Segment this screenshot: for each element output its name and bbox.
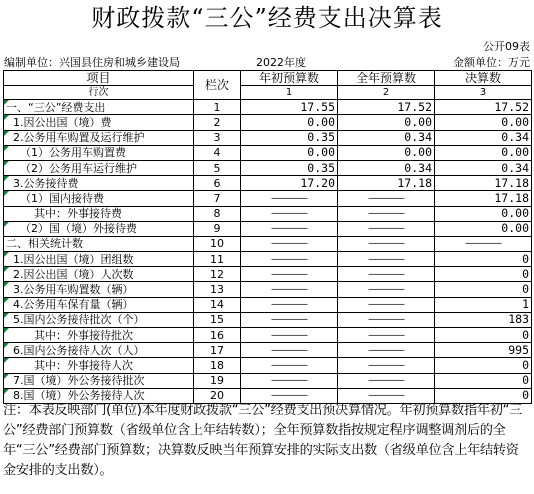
row-item-label bbox=[4, 115, 194, 130]
cell-marker-icon bbox=[4, 100, 9, 105]
row-final-account-value bbox=[435, 115, 532, 130]
row-final-account-value-text: 0.00 bbox=[501, 221, 529, 236]
row-annual-budget-value-text: ———— bbox=[368, 223, 404, 235]
table-row bbox=[4, 312, 532, 327]
row-annual-budget-value-text: ———— bbox=[368, 314, 404, 326]
row-initial-budget-value-text: ———— bbox=[271, 238, 307, 250]
row-seq-number-text: 17 bbox=[210, 343, 224, 357]
row-final-account-value bbox=[435, 130, 532, 145]
row-item-label bbox=[4, 130, 194, 145]
row-seq-number-text: 14 bbox=[210, 298, 224, 312]
row-initial-budget-value bbox=[241, 297, 338, 312]
row-initial-budget-value bbox=[241, 160, 338, 175]
row-annual-budget-value bbox=[338, 282, 435, 297]
row-final-account-value-text: 0 bbox=[522, 357, 529, 372]
expense-table bbox=[3, 70, 532, 404]
row-annual-budget-value-text: ———— bbox=[368, 329, 404, 341]
row-seq-number bbox=[194, 236, 241, 251]
row-final-account-value-text: 0 bbox=[522, 373, 529, 388]
row-final-account-value bbox=[435, 221, 532, 236]
row-annual-budget-value bbox=[338, 358, 435, 373]
fiscal-year: 2022年度 bbox=[256, 56, 306, 69]
row-initial-budget-value-text: ———— bbox=[271, 253, 307, 265]
row-annual-budget-value bbox=[338, 312, 435, 327]
row-seq-number-text: 19 bbox=[210, 374, 224, 388]
cell-marker-icon bbox=[4, 343, 9, 348]
row-final-account-value bbox=[435, 160, 532, 175]
row-annual-budget-value-text: 0.34 bbox=[404, 130, 432, 145]
row-annual-budget-value-text: ———— bbox=[368, 359, 404, 371]
table-row bbox=[4, 145, 532, 160]
row-final-account-value-text: 0.00 bbox=[501, 206, 529, 221]
row-seq-number bbox=[194, 100, 241, 115]
row-final-account-value-text: 1 bbox=[522, 297, 529, 312]
cell-marker-icon bbox=[4, 161, 9, 166]
row-final-account-value-text: 183 bbox=[508, 312, 529, 327]
row-initial-budget-value bbox=[241, 130, 338, 145]
cell-marker-icon bbox=[4, 389, 9, 394]
row-annual-budget-value bbox=[338, 145, 435, 160]
row-initial-budget-value bbox=[241, 145, 338, 160]
row-final-account-value bbox=[435, 252, 532, 267]
row-item-label bbox=[4, 358, 194, 373]
table-row bbox=[4, 100, 532, 115]
cell-marker-icon bbox=[4, 328, 9, 333]
footnote: 注：本表反映部门(单位)本年度财政拨款“三公”经费支出预决算情况。年初预算数指年初“三公”经费部门预算数（省级单位含上年结转数）；全年预算数指按规定程序调整调剂后的全年“三公”经费部门预算数；决算数反映当年预算安排的实际支出数（省级单位含上年结转资金安排的支出数）。 bbox=[3, 403, 523, 478]
row-seq-number-text: 3 bbox=[213, 131, 221, 145]
row-item-label bbox=[4, 221, 194, 236]
row-seq-number bbox=[194, 160, 241, 175]
row-annual-budget-value-text: ———— bbox=[368, 192, 404, 204]
row-seq-number-text: 5 bbox=[213, 161, 221, 175]
row-annual-budget-value bbox=[338, 176, 435, 191]
row-final-account-value-text: 0 bbox=[522, 266, 529, 281]
row-seq-number bbox=[194, 312, 241, 327]
row-seq-number bbox=[194, 267, 241, 282]
row-initial-budget-value-text: ———— bbox=[271, 329, 307, 341]
row-annual-budget-value bbox=[338, 252, 435, 267]
row-initial-budget-value bbox=[241, 373, 338, 388]
row-item-label-text: 2.公务用车购置及运行维护 bbox=[6, 131, 145, 145]
header-seq: 栏次 bbox=[194, 71, 241, 100]
form-code: 公开09表 bbox=[483, 40, 530, 53]
row-annual-budget-value bbox=[338, 267, 435, 282]
row-initial-budget-value-text: ———— bbox=[271, 192, 307, 204]
cell-marker-icon bbox=[4, 146, 9, 151]
row-annual-budget-value bbox=[338, 130, 435, 145]
row-item-label bbox=[4, 236, 194, 251]
row-final-account-value-text: 0.00 bbox=[501, 145, 529, 160]
row-seq-number-text: 15 bbox=[210, 313, 224, 327]
row-seq-number bbox=[194, 115, 241, 130]
row-annual-budget-value bbox=[338, 100, 435, 115]
table-row bbox=[4, 221, 532, 236]
row-annual-budget-value-text: ———— bbox=[368, 390, 404, 402]
row-initial-budget-value-text: 17.55 bbox=[300, 99, 335, 114]
row-final-account-value-text: 17.18 bbox=[494, 175, 529, 190]
row-item-label-text: 8.国（境）外公务接待人次 bbox=[6, 389, 145, 403]
row-final-account-value-text: 0.34 bbox=[501, 130, 529, 145]
row-initial-budget-value-text: ———— bbox=[271, 344, 307, 356]
row-annual-budget-value bbox=[338, 297, 435, 312]
row-final-account-value-text: 0.00 bbox=[501, 114, 529, 129]
row-item-label bbox=[4, 282, 194, 297]
row-final-account-value bbox=[435, 191, 532, 206]
row-initial-budget-value-text: ———— bbox=[271, 208, 307, 220]
row-initial-budget-value-text: ———— bbox=[271, 359, 307, 371]
table-row bbox=[4, 373, 532, 388]
row-seq-number-text: 7 bbox=[213, 191, 221, 205]
row-seq-number-text: 9 bbox=[213, 222, 221, 236]
row-annual-budget-value-text: ———— bbox=[368, 344, 404, 356]
header-row-label: 行次 bbox=[4, 86, 194, 100]
table-row bbox=[4, 282, 532, 297]
row-initial-budget-value-text: ———— bbox=[271, 314, 307, 326]
cell-marker-icon bbox=[4, 115, 9, 120]
row-seq-number bbox=[194, 282, 241, 297]
row-annual-budget-value-text: ———— bbox=[368, 208, 404, 220]
row-final-account-value-text: 17.18 bbox=[494, 190, 529, 205]
row-item-label bbox=[4, 176, 194, 191]
row-annual-budget-value bbox=[338, 191, 435, 206]
row-annual-budget-value bbox=[338, 328, 435, 343]
row-seq-number bbox=[194, 358, 241, 373]
table-row bbox=[4, 252, 532, 267]
row-seq-number bbox=[194, 297, 241, 312]
row-annual-budget-value bbox=[338, 206, 435, 221]
row-item-label bbox=[4, 312, 194, 327]
row-seq-number-text: 12 bbox=[210, 267, 224, 281]
cell-marker-icon bbox=[4, 374, 9, 379]
row-initial-budget-value bbox=[241, 236, 338, 251]
row-item-label-text: 6.国内公务接待人次（人） bbox=[6, 343, 145, 357]
row-item-label-text: （2）国（境）外接待费 bbox=[6, 222, 137, 236]
page-title: 财政拨款“三公”经费支出决算表 bbox=[91, 4, 443, 32]
row-initial-budget-value bbox=[241, 267, 338, 282]
row-annual-budget-value-text: ———— bbox=[368, 375, 404, 387]
row-item-label-text: 1.因公出国（境）团组数 bbox=[6, 252, 134, 266]
table-row bbox=[4, 297, 532, 312]
row-initial-budget-value bbox=[241, 343, 338, 358]
row-item-label bbox=[4, 206, 194, 221]
row-seq-number-text: 1 bbox=[213, 100, 221, 114]
row-final-account-value-text: 0 bbox=[522, 388, 529, 403]
row-item-label bbox=[4, 160, 194, 175]
row-annual-budget-value bbox=[338, 115, 435, 130]
table-row bbox=[4, 236, 532, 251]
row-initial-budget-value bbox=[241, 115, 338, 130]
row-final-account-value-text: ———— bbox=[465, 238, 501, 250]
row-initial-budget-value-text: 0.35 bbox=[307, 160, 335, 175]
cell-marker-icon bbox=[4, 358, 9, 363]
row-final-account-value-text: 0 bbox=[522, 282, 529, 297]
row-final-account-value-text: 17.52 bbox=[494, 99, 529, 114]
row-final-account-value bbox=[435, 176, 532, 191]
row-final-account-value bbox=[435, 343, 532, 358]
compiling-unit: 编制单位：兴国县住房和城乡建设局 bbox=[4, 56, 180, 69]
row-annual-budget-value bbox=[338, 373, 435, 388]
row-item-label-text: 3.公务用车购置数（辆） bbox=[6, 283, 134, 297]
table-row bbox=[4, 206, 532, 221]
row-item-label-text: 4.公务用车保有量（辆） bbox=[6, 298, 134, 312]
cell-marker-icon bbox=[4, 267, 9, 272]
cell-marker-icon bbox=[4, 313, 9, 318]
row-annual-budget-value-text: 0.34 bbox=[404, 160, 432, 175]
row-final-account-value bbox=[435, 358, 532, 373]
row-initial-budget-value-text: ———— bbox=[271, 268, 307, 280]
table-row bbox=[4, 191, 532, 206]
row-annual-budget-value-text: 0.00 bbox=[404, 114, 432, 129]
row-final-account-value-text: 0 bbox=[522, 327, 529, 342]
row-seq-number-text: 20 bbox=[210, 389, 224, 403]
table-row bbox=[4, 343, 532, 358]
row-initial-budget-value bbox=[241, 206, 338, 221]
row-item-label-text: 其中：外事接待批次 bbox=[6, 328, 133, 342]
row-item-label-text: 二、相关统计数 bbox=[6, 237, 83, 251]
row-annual-budget-value-text: ———— bbox=[368, 284, 404, 296]
row-annual-budget-value-text: 17.18 bbox=[397, 175, 432, 190]
row-item-label-text: 一、“三公”经费支出 bbox=[6, 100, 106, 114]
row-annual-budget-value-text: ———— bbox=[368, 268, 404, 280]
row-seq-number bbox=[194, 130, 241, 145]
row-item-label-text: 7.国（境）外公务接待批次 bbox=[6, 374, 145, 388]
row-seq-number bbox=[194, 176, 241, 191]
cell-marker-icon bbox=[4, 252, 9, 257]
row-initial-budget-value-text: 0.00 bbox=[307, 114, 335, 129]
row-item-label bbox=[4, 328, 194, 343]
row-item-label-text: 2.因公出国（境）人次数 bbox=[6, 267, 134, 281]
table-row bbox=[4, 328, 532, 343]
row-item-label bbox=[4, 100, 194, 115]
row-initial-budget-value bbox=[241, 252, 338, 267]
row-final-account-value bbox=[435, 282, 532, 297]
row-seq-number bbox=[194, 206, 241, 221]
row-final-account-value bbox=[435, 312, 532, 327]
row-initial-budget-value bbox=[241, 282, 338, 297]
row-annual-budget-value bbox=[338, 343, 435, 358]
row-initial-budget-value bbox=[241, 176, 338, 191]
row-seq-number bbox=[194, 221, 241, 236]
cell-marker-icon bbox=[4, 191, 9, 196]
row-annual-budget-value bbox=[338, 160, 435, 175]
table-row bbox=[4, 130, 532, 145]
row-final-account-value bbox=[435, 236, 532, 251]
row-initial-budget-value bbox=[241, 100, 338, 115]
row-item-label-text: 1.因公出国（境）费 bbox=[6, 115, 112, 129]
cell-marker-icon bbox=[4, 282, 9, 287]
cell-marker-icon bbox=[4, 222, 9, 227]
cell-marker-icon bbox=[4, 176, 9, 181]
row-seq-number-text: 8 bbox=[213, 207, 221, 221]
row-initial-budget-value-text: 0.35 bbox=[307, 130, 335, 145]
row-final-account-value bbox=[435, 373, 532, 388]
row-item-label-text: 其中：外事接待费 bbox=[6, 207, 122, 221]
row-item-label-text: 3.公务接待费 bbox=[6, 176, 79, 190]
row-initial-budget-value-text: ———— bbox=[271, 375, 307, 387]
row-annual-budget-value-text: 0.00 bbox=[404, 145, 432, 160]
row-seq-number bbox=[194, 191, 241, 206]
table-row bbox=[4, 358, 532, 373]
row-item-label bbox=[4, 191, 194, 206]
row-seq-number bbox=[194, 328, 241, 343]
row-annual-budget-value bbox=[338, 221, 435, 236]
table-row bbox=[4, 115, 532, 130]
row-annual-budget-value-text: 17.52 bbox=[397, 99, 432, 114]
row-seq-number-text: 11 bbox=[210, 252, 224, 266]
row-annual-budget-value-text: ———— bbox=[368, 238, 404, 250]
row-item-label-text: （1）国内接待费 bbox=[6, 191, 104, 205]
header-final-account: 决算数 bbox=[435, 71, 532, 86]
row-final-account-value-text: 0.34 bbox=[501, 160, 529, 175]
row-initial-budget-value bbox=[241, 191, 338, 206]
row-seq-number-text: 13 bbox=[210, 283, 224, 297]
row-final-account-value bbox=[435, 297, 532, 312]
row-initial-budget-value bbox=[241, 312, 338, 327]
table-row bbox=[4, 176, 532, 191]
row-final-account-value bbox=[435, 206, 532, 221]
row-initial-budget-value-text: ———— bbox=[271, 223, 307, 235]
row-seq-number bbox=[194, 252, 241, 267]
row-item-label bbox=[4, 373, 194, 388]
row-initial-budget-value-text: ———— bbox=[271, 299, 307, 311]
table-row bbox=[4, 160, 532, 175]
row-item-label-text: 5.国内公务接待批次（个） bbox=[6, 313, 145, 327]
row-final-account-value-text: 995 bbox=[508, 342, 529, 357]
row-initial-budget-value bbox=[241, 358, 338, 373]
row-seq-number-text: 16 bbox=[210, 328, 224, 342]
row-seq-number bbox=[194, 373, 241, 388]
row-initial-budget-value bbox=[241, 328, 338, 343]
row-seq-number-text: 18 bbox=[210, 358, 224, 372]
amount-unit: 金额单位：万元 bbox=[453, 56, 530, 69]
header-item: 项目 bbox=[4, 71, 194, 86]
row-item-label-text: （2）公务用车运行维护 bbox=[6, 161, 137, 175]
row-item-label-text: （1）公务用车购置费 bbox=[6, 146, 126, 160]
header-col-number: 1 bbox=[241, 86, 338, 100]
row-initial-budget-value-text: ———— bbox=[271, 390, 307, 402]
row-final-account-value bbox=[435, 100, 532, 115]
row-item-label bbox=[4, 343, 194, 358]
row-item-label bbox=[4, 145, 194, 160]
header-initial-budget: 年初预算数 bbox=[241, 71, 338, 86]
row-annual-budget-value bbox=[338, 236, 435, 251]
row-seq-number-text: 4 bbox=[213, 146, 221, 160]
row-item-label bbox=[4, 252, 194, 267]
row-item-label bbox=[4, 267, 194, 282]
row-seq-number-text: 2 bbox=[213, 115, 221, 129]
row-item-label bbox=[4, 297, 194, 312]
row-annual-budget-value-text: ———— bbox=[368, 253, 404, 265]
cell-marker-icon bbox=[4, 298, 9, 303]
row-final-account-value bbox=[435, 328, 532, 343]
row-annual-budget-value-text: ———— bbox=[368, 299, 404, 311]
row-seq-number-text: 10 bbox=[210, 237, 224, 251]
header-col-number: 3 bbox=[435, 86, 532, 100]
header-annual-budget: 全年预算数 bbox=[338, 71, 435, 86]
row-final-account-value bbox=[435, 267, 532, 282]
cell-marker-icon bbox=[4, 131, 9, 136]
row-initial-budget-value-text: 17.20 bbox=[300, 175, 335, 190]
row-final-account-value-text: 0 bbox=[522, 251, 529, 266]
row-initial-budget-value-text: ———— bbox=[271, 284, 307, 296]
header-col-number: 2 bbox=[338, 86, 435, 100]
row-initial-budget-value bbox=[241, 221, 338, 236]
row-seq-number bbox=[194, 145, 241, 160]
table-row bbox=[4, 267, 532, 282]
row-final-account-value bbox=[435, 145, 532, 160]
row-item-label-text: 其中：外事接待人次 bbox=[6, 358, 133, 372]
row-initial-budget-value-text: 0.00 bbox=[307, 145, 335, 160]
row-seq-number bbox=[194, 343, 241, 358]
row-seq-number-text: 6 bbox=[213, 176, 221, 190]
